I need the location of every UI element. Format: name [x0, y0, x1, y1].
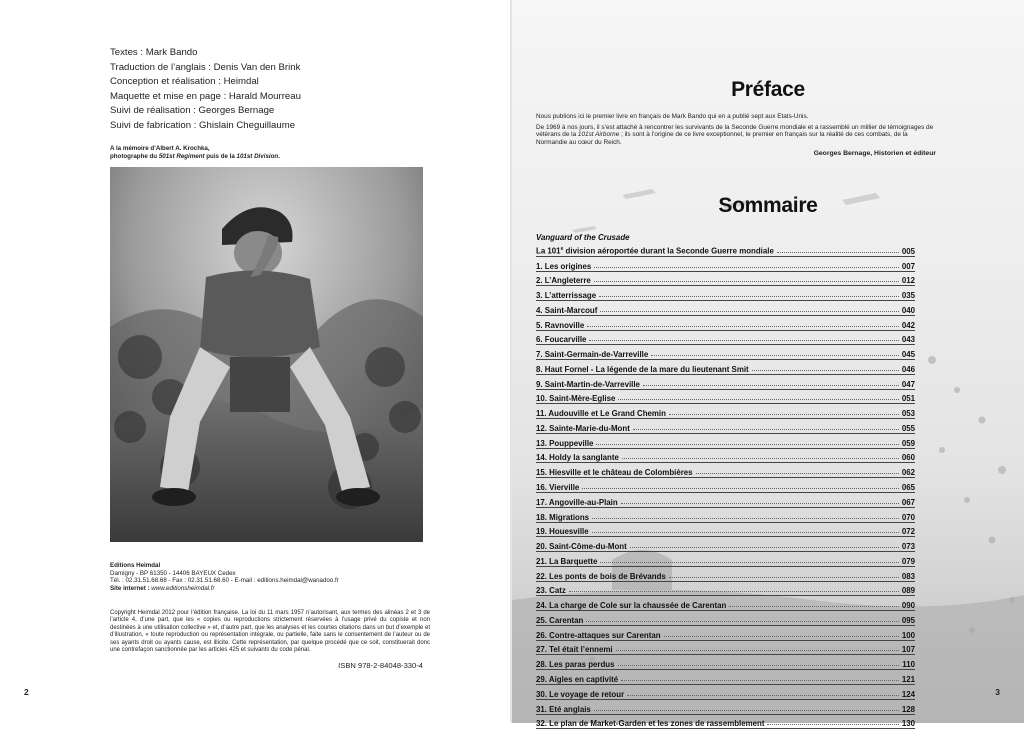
toc-leader-dots — [767, 724, 898, 725]
toc-heading: Vanguard of the Crusade — [536, 233, 915, 242]
publisher-info — [110, 562, 430, 592]
sommaire-title: Sommaire — [512, 194, 1024, 218]
toc-entry-page: 005 — [902, 247, 915, 256]
toc-entry-page: 100 — [902, 631, 915, 640]
toc-entry-page: 046 — [902, 365, 915, 374]
preface-paragraph-1: Nous publions ici le premier livre en français de Mark Bando qui en a publié sept aux Etats-Unis. — [536, 113, 936, 121]
table-of-contents — [536, 233, 915, 729]
toc-leader-dots — [669, 577, 899, 578]
dedication-line-2: photographe du 501st Regiment puis de la 101st Division. — [110, 153, 280, 161]
toc-entry-page: 067 — [902, 498, 915, 507]
page-number-left: 2 — [24, 687, 29, 697]
toc-entry-title: 18. Migrations — [536, 513, 589, 522]
toc-leader-dots — [586, 621, 898, 622]
isbn: ISBN 978-2-84048-330-4 — [110, 661, 423, 670]
soldier-photo — [110, 167, 423, 542]
toc-leader-dots — [651, 355, 899, 356]
toc-entry-title: 25. Carentan — [536, 616, 583, 625]
toc-entry-title: 27. Tel était l’ennemi — [536, 645, 613, 654]
toc-entry[interactable] — [536, 404, 915, 419]
dedication-line-1: A la mémoire d’Albert A. Krochka, — [110, 145, 280, 153]
toc-entry-title: 20. Saint-Côme-du-Mont — [536, 542, 627, 551]
credit-line: Traduction de l’anglais : Denis Van den Brink — [110, 61, 301, 76]
toc-entry-page: 035 — [902, 291, 915, 300]
toc-entry[interactable] — [536, 242, 915, 257]
toc-entry-title: 21. La Barquette — [536, 557, 597, 566]
preface-paragraph-2: De 1969 à nos jours, il s’est attaché à rencontrer les survivants de la Seconde Guerre mondiale et a rassemblé un millier de témoignages de vétérans de la 101st Airborne ; ils sont à l’origine de ce livre exceptionnel, le premier en français sur la réalité de ces combats, de la Normandie au cœur du Reich. — [536, 124, 936, 147]
toc-entry-title: 32. Le plan de Market-Garden et les zones de rassemblement — [536, 719, 764, 728]
toc-leader-dots — [633, 429, 899, 430]
toc-entry-page: 047 — [902, 380, 915, 389]
toc-entry-title: 5. Ravnoville — [536, 321, 584, 330]
toc-entry-page: 007 — [902, 262, 915, 271]
toc-entry[interactable] — [536, 316, 915, 331]
toc-leader-dots — [596, 444, 898, 445]
toc-entry-title: 6. Foucarville — [536, 335, 586, 344]
toc-entry-title: 7. Saint-Germain-de-Varreville — [536, 350, 648, 359]
credit-line: Suivi de fabrication : Ghislain Cheguillaume — [110, 119, 301, 134]
toc-entry-title: 3. L’atterrissage — [536, 291, 596, 300]
toc-entry-page: 121 — [902, 675, 915, 684]
toc-entry[interactable] — [536, 655, 915, 670]
toc-leader-dots — [777, 252, 899, 253]
toc-entry-page: 012 — [902, 276, 915, 285]
toc-entry-title: 10. Saint-Mère-Eglise — [536, 394, 615, 403]
toc-entry-title: 8. Haut Fornel - La légende de la mare du lieutenant Smit — [536, 365, 749, 374]
dedication — [110, 145, 280, 160]
toc-leader-dots — [630, 547, 899, 548]
toc-leader-dots — [589, 340, 898, 341]
toc-leader-dots — [600, 562, 898, 563]
publisher-website: Site internet : www.editionsheimdal.fr — [110, 585, 430, 593]
toc-entry-title: La 101e division aéroportée durant la Seconde Guerre mondiale — [536, 246, 774, 256]
toc-entry[interactable] — [536, 449, 915, 464]
toc-leader-dots — [600, 311, 898, 312]
toc-leader-dots — [592, 518, 899, 519]
toc-entry[interactable] — [536, 286, 915, 301]
toc-entry[interactable] — [536, 272, 915, 287]
toc-leader-dots — [669, 414, 899, 415]
toc-entry-title: 29. Aigles en captivité — [536, 675, 618, 684]
toc-leader-dots — [643, 385, 899, 386]
toc-entry-title: 30. Le voyage de retour — [536, 690, 624, 699]
toc-entry[interactable] — [536, 641, 915, 656]
toc-entry-title: 1. Les origines — [536, 262, 591, 271]
toc-entry-title: 17. Angoville-au-Plain — [536, 498, 618, 507]
publisher-contact: Tél. : 02.31.51.68.68 - Fax : 02.31.51.68.60 - E-mail : editions.heimdal@wanadoo.fr — [110, 577, 430, 585]
website-link[interactable]: www.editionsheimdal.fr — [151, 585, 214, 592]
toc-leader-dots — [618, 399, 898, 400]
toc-entry-page: 040 — [902, 306, 915, 315]
toc-entry[interactable] — [536, 375, 915, 390]
toc-entry-page: 130 — [902, 719, 915, 728]
toc-entry-page: 095 — [902, 616, 915, 625]
toc-entry[interactable] — [536, 331, 915, 346]
toc-entry-page: 070 — [902, 513, 915, 522]
toc-entry-page: 090 — [902, 601, 915, 610]
toc-entry[interactable] — [536, 478, 915, 493]
toc-leader-dots — [627, 695, 899, 696]
toc-leader-dots — [592, 532, 899, 533]
toc-entry-page: 055 — [902, 424, 915, 433]
toc-leader-dots — [569, 591, 899, 592]
page-number-right: 3 — [995, 687, 1000, 697]
toc-leader-dots — [594, 267, 899, 268]
right-page — [512, 0, 1024, 723]
toc-entry[interactable] — [536, 537, 915, 552]
toc-entry[interactable] — [536, 552, 915, 567]
toc-entry-page: 083 — [902, 572, 915, 581]
copyright-notice: Copyright Heimdal 2012 pour l’édition française. La loi du 11 mars 1957 n’autorisant, aux termes des alinéas 2 et 3 de l’article 4, d’une part, que les « copies ou reproductions strictement réservées à l’usage privé du copiste et non destinées à une utilisation collective » et, d’autre part, que les analyses et les courtes citations dans un but d’exemple et d’illustration, « toute reproduction ou représentation intégrale, ou partielle, faite sans le consentement de l’auteur ou de ses ayants droit ou ayants cause, est illicite. Cette représentation, par quelque procédé que ce soit, constituerait donc une contrefaçon sanctionnée par les articles 425 et suivants du code pénal. — [110, 610, 430, 654]
toc-entry-page: 051 — [902, 394, 915, 403]
toc-entry-title: 16. Vierville — [536, 483, 579, 492]
toc-leader-dots — [616, 650, 899, 651]
toc-entry-title: 14. Holdy la sanglante — [536, 453, 619, 462]
toc-entry-page: 079 — [902, 557, 915, 566]
toc-entry-title: 22. Les ponts de bois de Brévands — [536, 572, 666, 581]
toc-leader-dots — [594, 281, 899, 282]
toc-entry-page: 053 — [902, 409, 915, 418]
toc-entry-page: 065 — [902, 483, 915, 492]
toc-entry[interactable] — [536, 257, 915, 272]
toc-entry-page: 043 — [902, 335, 915, 344]
toc-entry-title: 26. Contre-attaques sur Carentan — [536, 631, 661, 640]
toc-entry-page: 062 — [902, 468, 915, 477]
toc-entry-page: 045 — [902, 350, 915, 359]
toc-leader-dots — [752, 370, 899, 371]
toc-leader-dots — [582, 488, 899, 489]
toc-entry-title: 4. Saint-Marcouf — [536, 306, 597, 315]
toc-entry-page: 072 — [902, 527, 915, 536]
toc-leader-dots — [696, 473, 899, 474]
toc-entry-title: 28. Les paras perdus — [536, 660, 615, 669]
toc-entry-page: 107 — [902, 645, 915, 654]
toc-entry-page: 089 — [902, 586, 915, 595]
toc-leader-dots — [622, 458, 899, 459]
toc-entry-page: 042 — [902, 321, 915, 330]
toc-entry-page: 060 — [902, 453, 915, 462]
left-page — [0, 0, 512, 723]
toc-entry-page: 110 — [902, 660, 915, 669]
toc-entry[interactable] — [536, 301, 915, 316]
toc-entry[interactable] — [536, 626, 915, 641]
toc-leader-dots — [587, 326, 899, 327]
toc-entry-title: 11. Audouville et Le Grand Chemin — [536, 409, 666, 418]
toc-entry[interactable] — [536, 715, 915, 729]
toc-entry[interactable] — [536, 390, 915, 405]
toc-entry[interactable] — [536, 611, 915, 626]
toc-leader-dots — [729, 606, 898, 607]
preface-title: Préface — [512, 78, 1024, 102]
toc-leader-dots — [621, 680, 899, 681]
credits-block — [110, 46, 301, 134]
toc-leader-dots — [621, 503, 899, 504]
toc-entry[interactable] — [536, 700, 915, 715]
toc-entry-page: 124 — [902, 690, 915, 699]
toc-entry[interactable] — [536, 419, 915, 434]
toc-entry[interactable] — [536, 596, 915, 611]
toc-entry[interactable] — [536, 567, 915, 582]
toc-entry[interactable] — [536, 582, 915, 597]
toc-entry-title: 2. L’Angleterre — [536, 276, 591, 285]
credit-line: Textes : Mark Bando — [110, 46, 301, 61]
toc-entry-page: 128 — [902, 705, 915, 714]
toc-entry[interactable] — [536, 345, 915, 360]
toc-leader-dots — [599, 296, 899, 297]
credit-line: Maquette et mise en page : Harald Mourreau — [110, 90, 301, 105]
toc-entry-title: 12. Sainte-Marie-du-Mont — [536, 424, 630, 433]
toc-entry-page: 059 — [902, 439, 915, 448]
toc-entry-title: 9. Saint-Martin-de-Varreville — [536, 380, 640, 389]
publisher-address: Damigny - BP 61350 - 14406 BAYEUX Cedex — [110, 570, 430, 578]
toc-entry[interactable] — [536, 360, 915, 375]
toc-entry-title: 31. Eté anglais — [536, 705, 591, 714]
toc-entry[interactable] — [536, 493, 915, 508]
toc-entry[interactable] — [536, 685, 915, 700]
toc-entry[interactable] — [536, 463, 915, 478]
toc-entry-title: 13. Pouppeville — [536, 439, 593, 448]
toc-entry[interactable] — [536, 670, 915, 685]
toc-entry-title: 19. Houesville — [536, 527, 589, 536]
toc-leader-dots — [618, 665, 900, 666]
publisher-name: Editions Heimdal — [110, 562, 430, 570]
preface-text — [536, 113, 936, 158]
toc-entry[interactable] — [536, 523, 915, 538]
toc-leader-dots — [664, 636, 899, 637]
preface-signature: Georges Bernage, Historien et éditeur — [536, 150, 936, 158]
credit-line: Conception et réalisation : Heimdal — [110, 75, 301, 90]
toc-leader-dots — [594, 710, 899, 711]
toc-entry-title: 24. La charge de Cole sur la chaussée de Carentan — [536, 601, 726, 610]
toc-entry-title: 15. Hiesville et le château de Colombières — [536, 468, 693, 477]
toc-entry[interactable] — [536, 434, 915, 449]
toc-entry-page: 073 — [902, 542, 915, 551]
toc-entry[interactable] — [536, 508, 915, 523]
toc-entry-title: 23. Catz — [536, 586, 566, 595]
credit-line: Suivi de réalisation : Georges Bernage — [110, 104, 301, 119]
